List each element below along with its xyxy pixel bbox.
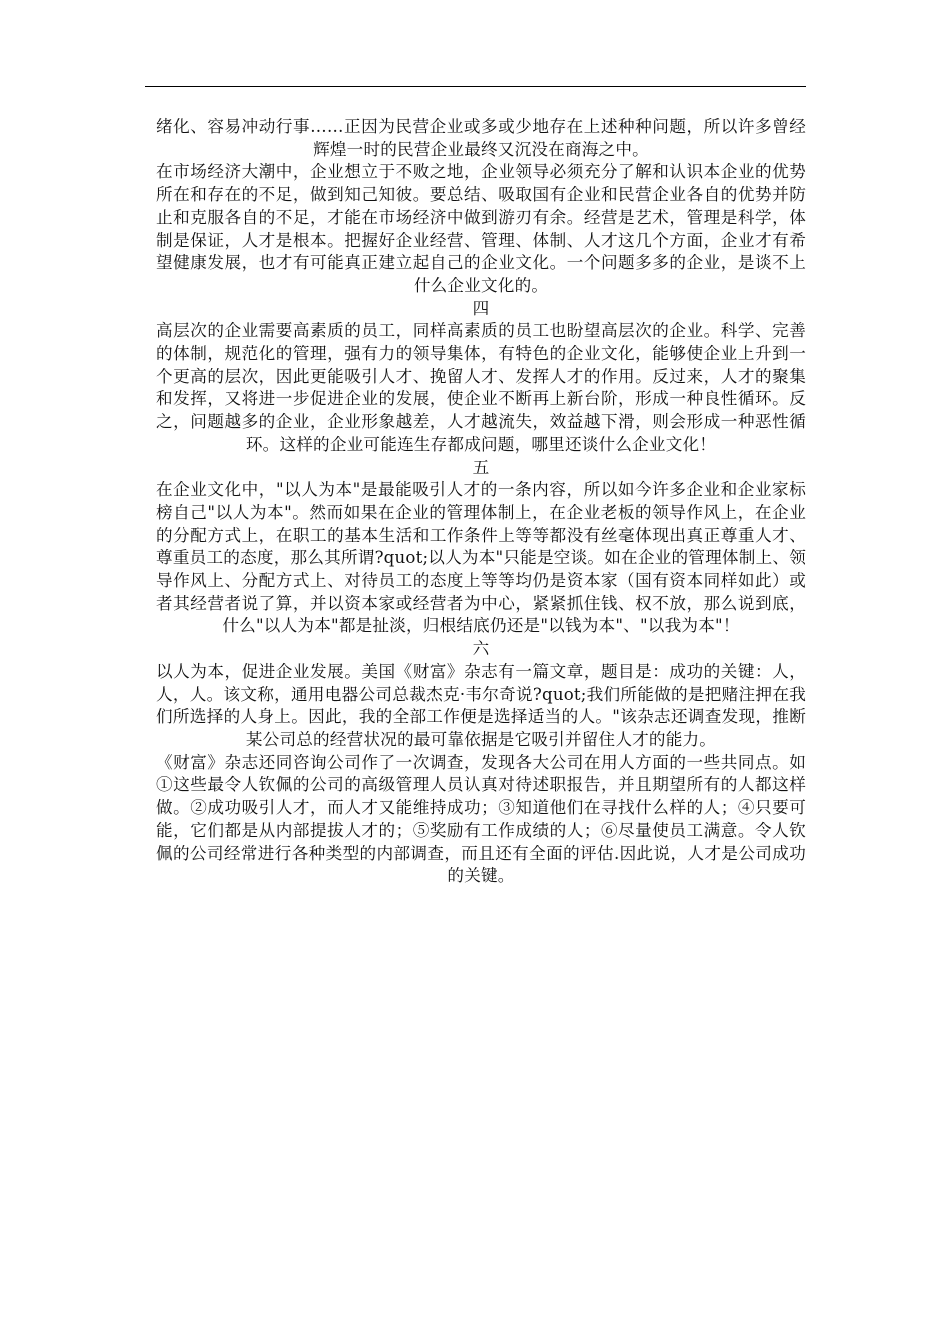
header-rule	[145, 86, 806, 87]
paragraph-2: 在市场经济大潮中，企业想立于不败之地，企业领导必须充分了解和认识本企业的优势所在和存在的不足，做到知己知彼。要总结、吸取国有企业和民营企业各自的优势并防止和克服各自的不足，才能在市场经济中做到游刃有余。经营是艺术，管理是科学，体制是保证，人才是根本。把握好企业经营、管理、体制、人才这几个方面，企业才有希望健康发展，也才有可能真正建立起自己的企业文化。一个问题多多的企业，是谈不上什么企业文化的。	[156, 162, 806, 295]
document-body	[156, 116, 806, 888]
section-heading-6: 六	[472, 639, 490, 659]
paragraph-6: 《财富》杂志还同咨询公司作了一次调查，发现各大公司在用人方面的一些共同点。如①这些最令人钦佩的公司的高级管理人员认真对待述职报告，并且期望所有的人都这样做。②成功吸引人才，而人才又能维持成功；③知道他们在寻找什么样的人；④只要可能，它们都是从内部提拔人才的；⑤奖励有工作成绩的人；⑥尽量使员工满意。令人钦佩的公司经常进行各种类型的内部调查，而且还有全面的评估.因此说，人才是公司成功的关键。	[156, 752, 806, 886]
section-heading-5: 五	[472, 457, 490, 477]
paragraph-1: 绪化、容易冲动行事……正因为民营企业或多或少地存在上述种种问题，所以许多曾经辉煌一时的民营企业最终又沉没在商海之中。	[156, 117, 806, 159]
paragraph-4: 在企业文化中，"以人为本"是最能吸引人才的一条内容，所以如今许多企业和企业家标榜自己"以人为本"。然而如果在企业的管理体制上，在企业老板的领导作风上，在企业的分配方式上，在职工的基本生活和工作条件上等等都没有丝毫体现出真正尊重人才、尊重员工的态度，那么其所谓?quot;以人为本"只能是空谈。如在企业的管理体制上、领导作风上、分配方式上、对待员工的态度上等等均仍是资本家（国有资本同样如此）或者其经营者说了算，并以资本家或经营者为中心，紧紧抓住钱、权不放，那么说到底，什么"以人为本"都是扯淡，归根结底仍还是"以钱为本"、"以我为本"！	[156, 480, 806, 636]
paragraph-3: 高层次的企业需要高素质的员工，同样高素质的员工也盼望高层次的企业。科学、完善的体制，规范化的管理，强有力的领导集体，有特色的企业文化，能够使企业上升到一个更高的层次，因此更能吸引人才、挽留人才、发挥人才的作用。反过来，人才的聚集和发挥，又将进一步促进企业的发展，使企业不断再上新台阶，形成一种良性循环。反之，问题越多的企业，企业形象越差，人才越流失，效益越下滑，则会形成一种恶性循环。这样的企业可能连生存都成问题，哪里还谈什么企业文化！	[156, 321, 806, 454]
section-heading-4: 四	[472, 298, 490, 318]
paragraph-5: 以人为本，促进企业发展。美国《财富》杂志有一篇文章，题目是：成功的关键：人，人，人。该文称，通用电器公司总裁杰克·韦尔奇说?quot;我们所能做的是把赌注押在我们所选择的人身上。因此，我的全部工作便是选择适当的人。"该杂志还调查发现，推断某公司总的经营状况的最可靠依据是它吸引并留住人才的能力。	[156, 661, 806, 749]
